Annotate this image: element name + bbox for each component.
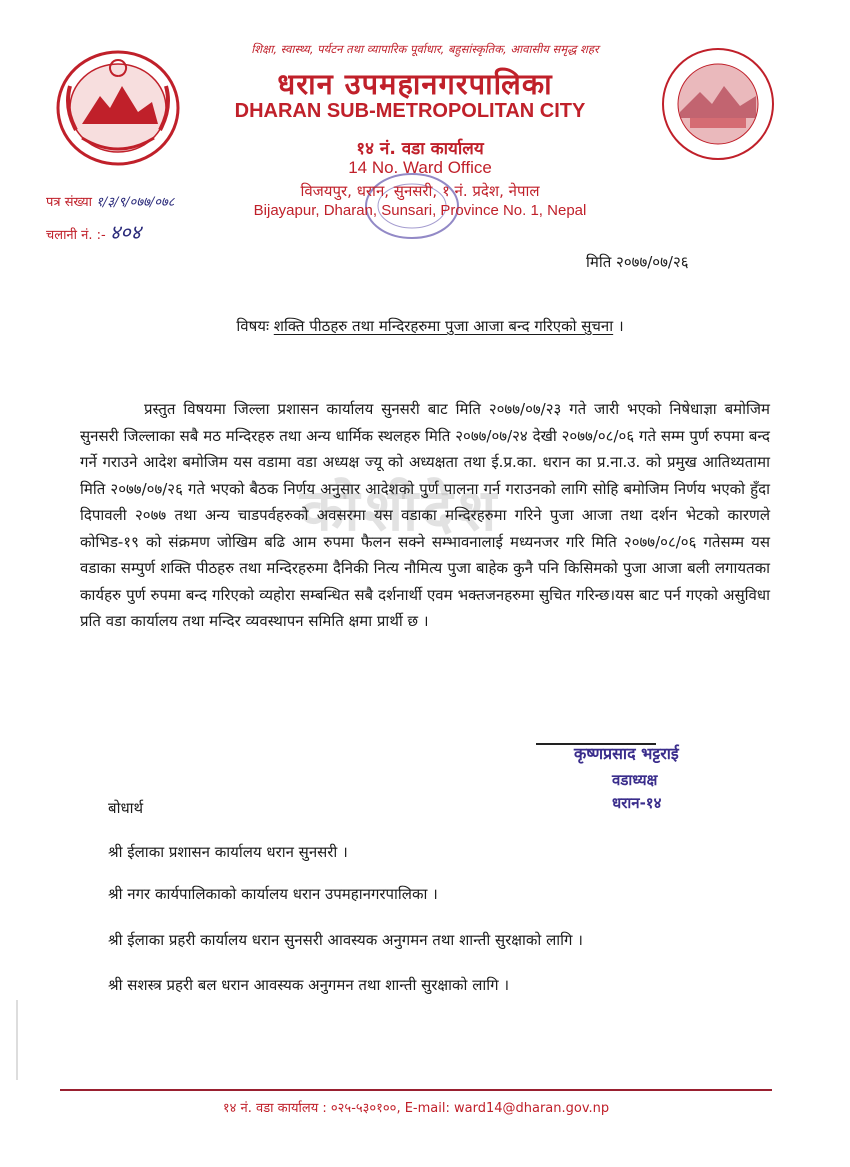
chalani-number — [46, 218, 141, 245]
cc-item: श्री ईलाका प्रशासन कार्यालय धरान सुनसरी । — [108, 843, 348, 861]
ward-office-nepali: १४ नं. वडा कार्यालय — [356, 139, 484, 159]
address-nepali: विजयपुर, धरान, सुनसरी, १ नं. प्रदेश, नेपाल — [300, 182, 540, 200]
footer-divider — [60, 1089, 772, 1091]
signatory-name: कृष्णप्रसाद भट्टराई — [574, 744, 679, 763]
patra-sankhya — [46, 192, 175, 210]
patra-label: पत्र संख्या — [46, 195, 92, 210]
patra-value: १/३/९/०७७/०७८ — [96, 195, 175, 210]
letterhead-tagline: शिक्षा, स्वास्थ्य, पर्यटन तथा व्यापारिक पूर्वाधार, बहुसांस्कृतिक, आवासीय समृद्ध शहर — [251, 42, 599, 56]
cc-label: बोधार्थ — [108, 799, 144, 817]
subject-text: शक्ति पीठहरु तथा मन्दिरहरुमा पुजा आजा बन्द गरिएको सुचना — [273, 317, 614, 335]
cc-item: श्री ईलाका प्रहरी कार्यालय धरान सुनसरी आवस्यक अनुगमन तथा शान्ती सुरक्षाको लागि । — [108, 931, 583, 949]
municipality-title-english: DHARAN SUB-METROPOLITAN CITY — [234, 100, 586, 122]
signatory-title: वडाध्यक्ष — [612, 771, 658, 789]
city-stamp-logo — [660, 46, 776, 162]
address-english: Bijayapur, Dharan, Sunsari, Province No. 1, Nepal — [253, 202, 587, 219]
municipality-title-nepali: धरान उपमहानगरपालिका — [277, 67, 553, 101]
nepal-emblem-logo — [52, 46, 184, 170]
subject-line — [150, 316, 710, 336]
footer-contact: १४ नं. वडा कार्यालय : ०२५-५३०१००, E-mail: ward14@dharan.gov.np — [222, 1101, 610, 1116]
margin-mark — [16, 1000, 18, 1080]
letter-date: मिति २०७७/०७/२६ — [586, 253, 689, 271]
ward-office-english: 14 No. Ward Office — [348, 158, 492, 177]
chalani-label: चलानी नं. :- — [46, 228, 106, 243]
watermark-text: कोशीदेश — [300, 476, 501, 544]
chalani-value: ४०४ — [109, 220, 142, 244]
cc-item: श्री नगर कार्यपालिकाको कार्यालय धरान उपमहानगरपालिका । — [108, 885, 438, 903]
subject-end: । — [617, 317, 624, 335]
subject-label: विषयः — [236, 317, 269, 335]
signatory-ward: धरान-१४ — [612, 794, 662, 812]
letter-body: प्रस्तुत विषयमा जिल्ला प्रशासन कार्यालय सुनसरी बाट मिति २०७७/०७/२३ गते जारी भएको निषेधाज्ञा बमोजिम सुनसरी जिल्लाका सबै मठ मन्दिरहरु तथा अन्य धार्मिक स्थलहरु मिति २०७७/०७/२४ देखी २०७७/०८/०६ गते सम्म पुर्ण रुपमा बन्द गर्ने गराउने आदेश बमोजिम यस वडामा वडा अध्यक्ष ज्यू को अध्यक्षता तथा ई.प्र.का. धरान का प्र.ना.उ. को प्रमुख आतिथ्यतामा मिति २०७७/०७/२६ गते भएको बैठक निर्णय अनुसार आदेशको पुर्ण पालना गर्न गराउनको लागि सोहि बमोजिम निर्णय भएको हुँदा दिपावली २०७७ तथा अन्य चाडपर्वहरुको अवसरमा यस वडाका मन्दिरहरुमा गरिने पुजा आजा तथा दर्शन भेटको कारणले कोभिड-१९ को संक्रमण जोखिम बढि आम रुपमा फैलन सक्ने सम्भावनालाई मध्यनजर गरि मिति २०७७/०८/०६ गतेसम्म यस वडाका सम्पुर्ण शक्ति पीठहरु तथा मन्दिरहरुमा दैनिकी नित्य नौमित्य पुजा बाहेक कुनै पनि किसिमको पुजा आजा बली लगायतका कार्यहरु पुर्ण रुपमा बन्द गरिएको व्यहोरा सम्बन्धित सबै दर्शनार्थी एवम भक्तजनहरुमा सुचित गरिन्छ।यस बाट पर्न गएको असुविधा प्रति वडा कार्यालय तथा मन्दिर व्यवस्थापन समिति क्षमा प्रार्थी छ । — [80, 400, 770, 630]
cc-item: श्री सशस्त्र प्रहरी बल धरान आवस्यक अनुगमन तथा शान्ती सुरक्षाको लागि । — [108, 976, 510, 994]
